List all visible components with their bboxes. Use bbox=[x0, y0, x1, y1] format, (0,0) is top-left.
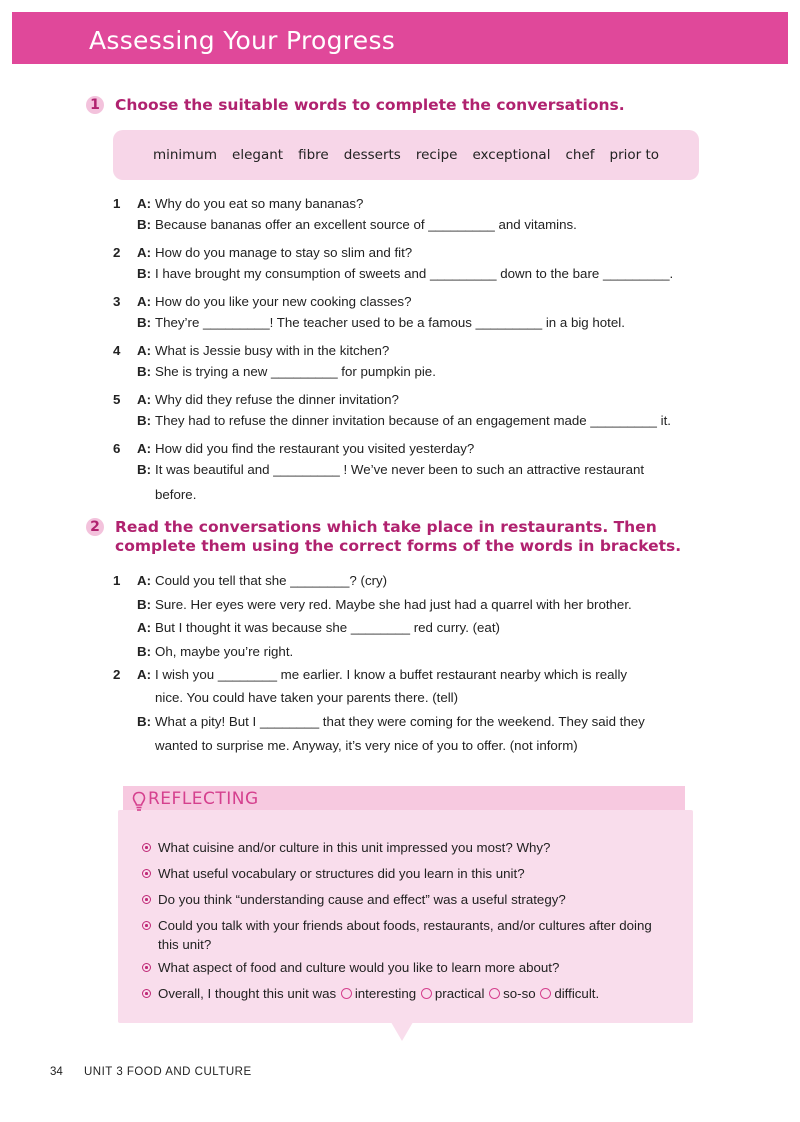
option-radio-circle[interactable] bbox=[489, 988, 500, 999]
word-bank-item: desserts bbox=[343, 147, 401, 163]
reflect-item bbox=[142, 958, 672, 977]
word-bank-item: chef bbox=[565, 147, 595, 163]
rating-line bbox=[158, 984, 672, 1003]
question-2 bbox=[113, 242, 713, 263]
line-text: It was beautiful and _________ ! We’ve never been to such an attractive restaurant bbox=[155, 462, 645, 477]
line-text: I have brought my consumption of sweets and _________ down to the bare _________. bbox=[155, 266, 674, 281]
question-4 bbox=[113, 340, 713, 361]
reflect-item bbox=[142, 838, 672, 857]
line-text: They’re _________! The teacher used to be a famous _________ in a big hotel. bbox=[155, 315, 625, 330]
word-bank-item: fibre bbox=[298, 147, 329, 163]
line-text: before. bbox=[155, 487, 197, 502]
conversation-1-line bbox=[113, 594, 713, 615]
reflect-item-text: What cuisine and/or culture in this unit impressed you most? Why? bbox=[158, 840, 551, 855]
section-instruction: Read the conversations which take place in restaurants. Then complete them using the correct forms of the words in brackets. bbox=[115, 518, 682, 555]
speaker-label: A: bbox=[137, 667, 152, 682]
bullet-icon bbox=[142, 989, 151, 998]
speaker-label: B: bbox=[137, 315, 152, 330]
option-radio-circle[interactable] bbox=[341, 988, 352, 999]
reflect-item bbox=[142, 916, 672, 954]
lightbulb-icon bbox=[132, 791, 146, 813]
speaker-label: B: bbox=[137, 644, 152, 659]
speaker-label: B: bbox=[137, 413, 152, 428]
line-text: Could you tell that she ________? (cry) bbox=[155, 573, 388, 588]
answer-6 bbox=[113, 459, 713, 480]
conversation-2-line-continued bbox=[113, 687, 713, 708]
answer-1 bbox=[113, 214, 713, 235]
line-text: They had to refuse the dinner invitation because of an engagement made _________ it. bbox=[155, 413, 671, 428]
line-text: How do you manage to stay so slim and fit? bbox=[155, 245, 413, 260]
section-number-badge: 1 bbox=[86, 96, 104, 114]
line-text: nice. You could have taken your parents there. (tell) bbox=[155, 690, 459, 705]
speaker-label: A: bbox=[137, 441, 152, 456]
speaker-label: A: bbox=[137, 294, 152, 309]
reflecting-title-text: REFLECTING bbox=[148, 789, 259, 809]
option-radio-circle[interactable] bbox=[421, 988, 432, 999]
speaker-label: A: bbox=[137, 573, 152, 588]
reflect-item-text: Do you think “understanding cause and effect” was a useful strategy? bbox=[158, 892, 566, 907]
answer-6-continued bbox=[113, 484, 713, 505]
speaker-label: A: bbox=[137, 343, 152, 358]
line-text: I wish you ________ me earlier. I know a buffet restaurant nearby which is really bbox=[155, 667, 628, 682]
question-6 bbox=[113, 438, 713, 459]
speaker-label: A: bbox=[137, 245, 152, 260]
reflect-item bbox=[142, 890, 672, 909]
line-text: How did you find the restaurant you visited yesterday? bbox=[155, 441, 475, 456]
bullet-icon bbox=[142, 963, 151, 972]
reflect-item-text: Could you talk with your friends about foods, restaurants, and/or cultures after doing this unit? bbox=[158, 918, 652, 952]
line-text: Oh, maybe you’re right. bbox=[155, 644, 294, 659]
answer-2 bbox=[113, 263, 713, 284]
line-text: Because bananas offer an excellent source of _________ and vitamins. bbox=[155, 217, 577, 232]
reflect-item-rating bbox=[142, 984, 672, 1003]
question-number: 2 bbox=[113, 667, 121, 682]
line-text: Why did they refuse the dinner invitation? bbox=[155, 392, 399, 407]
option-label: interesting bbox=[354, 986, 417, 1001]
option-label: practical bbox=[434, 986, 485, 1001]
line-text: How do you like your new cooking classes? bbox=[155, 294, 412, 309]
answer-4 bbox=[113, 361, 713, 382]
speaker-label: B: bbox=[137, 597, 152, 612]
answer-3 bbox=[113, 312, 713, 333]
rating-prefix: Overall, I thought this unit was bbox=[158, 986, 337, 1001]
line-text: But I thought it was because she ________ red curry. (eat) bbox=[155, 620, 500, 635]
bullet-icon bbox=[142, 869, 151, 878]
question-3 bbox=[113, 291, 713, 312]
line-text: She is trying a new _________ for pumpkin pie. bbox=[155, 364, 436, 379]
unit-label: UNIT 3 FOOD AND CULTURE bbox=[84, 1066, 252, 1078]
question-number: 5 bbox=[113, 392, 121, 407]
conversation-1-line bbox=[113, 641, 713, 662]
conversation-2-line bbox=[113, 664, 713, 685]
reflect-item bbox=[142, 864, 672, 883]
section-instruction: Choose the suitable words to complete the conversations. bbox=[115, 96, 625, 114]
option-label: so-so bbox=[503, 986, 536, 1001]
question-number: 1 bbox=[113, 196, 121, 211]
reflecting-title bbox=[128, 789, 259, 809]
section-number-badge: 2 bbox=[86, 518, 104, 536]
reflect-item-text: What useful vocabulary or structures did you learn in this unit? bbox=[158, 866, 525, 881]
word-bank-item: minimum bbox=[152, 147, 218, 163]
line-text: What is Jessie busy with in the kitchen? bbox=[155, 343, 390, 358]
speaker-label: A: bbox=[137, 392, 152, 407]
speaker-label: B: bbox=[137, 266, 152, 281]
word-bank-item: elegant bbox=[232, 147, 284, 163]
question-number: 3 bbox=[113, 294, 121, 309]
line-text: wanted to surprise me. Anyway, it’s very nice of you to offer. (not inform) bbox=[155, 738, 578, 753]
question-number: 2 bbox=[113, 245, 121, 260]
line-text: Sure. Her eyes were very red. Maybe she had just had a quarrel with her brother. bbox=[155, 597, 632, 612]
page-title: Assessing Your Progress bbox=[89, 26, 396, 55]
conversation-1-line bbox=[113, 617, 713, 638]
line-text: What a pity! But I ________ that they were coming for the weekend. They said they bbox=[155, 714, 645, 729]
conversation-2-line bbox=[113, 711, 713, 732]
reflecting-box bbox=[118, 780, 693, 1040]
speaker-label: A: bbox=[137, 196, 152, 211]
speaker-label: A: bbox=[137, 620, 152, 635]
speaker-label: B: bbox=[137, 462, 152, 477]
title-banner bbox=[12, 12, 788, 64]
word-bank-item: recipe bbox=[415, 147, 458, 163]
option-label: difficult. bbox=[554, 986, 600, 1001]
section-1-heading bbox=[86, 96, 705, 115]
answer-5 bbox=[113, 410, 713, 431]
notch-pointer bbox=[388, 1017, 416, 1041]
bullet-icon bbox=[142, 843, 151, 852]
conversation-2-line-continued bbox=[113, 735, 713, 756]
page-number: 34 bbox=[50, 1066, 63, 1078]
word-bank-item: prior to bbox=[609, 147, 660, 163]
speaker-label: B: bbox=[137, 217, 152, 232]
question-5 bbox=[113, 389, 713, 410]
line-text: Why do you eat so many bananas? bbox=[155, 196, 364, 211]
speaker-label: B: bbox=[137, 364, 152, 379]
section-2-heading bbox=[86, 518, 705, 556]
question-number: 1 bbox=[113, 573, 121, 588]
conversation-1-line bbox=[113, 570, 713, 591]
word-bank bbox=[113, 130, 699, 180]
bullet-icon bbox=[142, 921, 151, 930]
bullet-icon bbox=[142, 895, 151, 904]
question-number: 4 bbox=[113, 343, 121, 358]
question-number: 6 bbox=[113, 441, 121, 456]
speaker-label: B: bbox=[137, 714, 152, 729]
question-1 bbox=[113, 193, 713, 214]
reflect-item-text: What aspect of food and culture would you like to learn more about? bbox=[158, 960, 560, 975]
option-radio-circle[interactable] bbox=[540, 988, 551, 999]
word-bank-item: exceptional bbox=[472, 147, 551, 163]
